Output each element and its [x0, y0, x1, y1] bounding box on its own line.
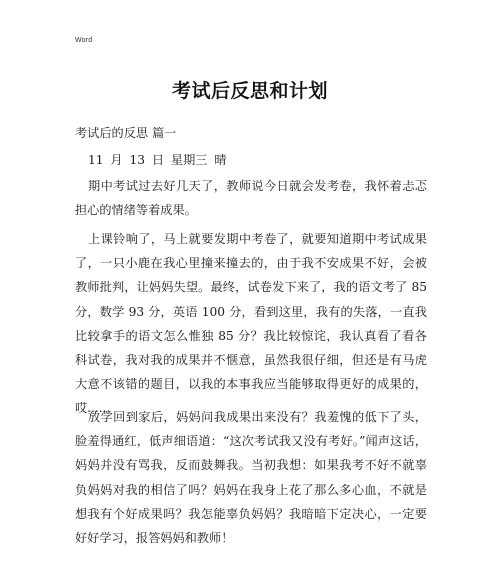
paragraph-3: 放学回到家后，妈妈问我成果出来没有？我羞愧的低下了头，脸羞得通红，低声细语道：“这次考试我又没有考好。”闻声这话，妈妈并没有骂我，反而鼓舞我。当初我想：如果我考不好不就辜负妈妈对我的相信了吗？妈妈在我身上花了那么多心血，不就是想我有个好成果吗？我怎能辜负妈妈？我暗暗下定决心，一定要好好学习，报答妈妈和教师！ — [75, 410, 427, 546]
paragraph-2: 上课铃响了，马上就要发期中考卷了，就要知道期中考试成果了，一只小鹿在我心里撞来撞去的，由于我不安成果不好，会被教师批判，让妈妈失望。最终，试卷发下来了，我的语文考了 85 分，数学 93 分，英语 100 分，看到这里，我有的失落，一直我比较拿手的语文怎么惟独 85 分？我比较惊诧，我认真看了看各科试卷，我对我的成果并不惬意，虽然我很仔细，但还是有马虎大意不该错的题目，以我的本事我应当能够取得更好的成果的，哎...... — [75, 232, 427, 416]
header-app-label: Word — [75, 37, 93, 44]
section-subtitle: 考试后的反思 篇一 — [75, 126, 177, 140]
paragraph-1: 期中考试过去好几天了，教师说今日就会发考卷，我怀着忐忑担心的情绪等着成果。 — [75, 179, 427, 218]
document-title: 考试后反思和计划 — [171, 80, 328, 102]
date-line: 11 月 13 日 星期三 晴 — [88, 153, 227, 167]
